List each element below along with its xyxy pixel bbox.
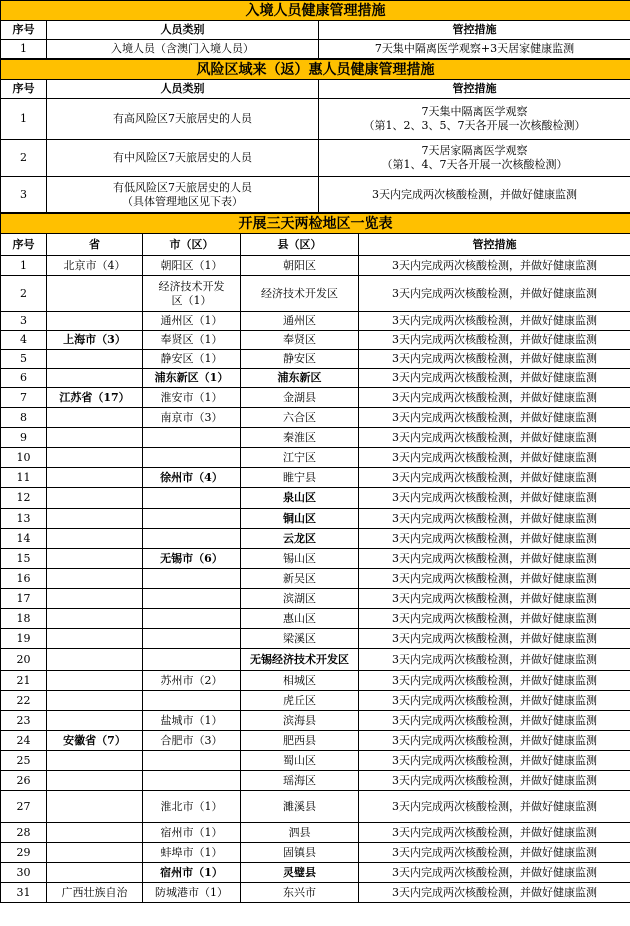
row-province: [47, 529, 143, 549]
row-city: 淮北市（1）: [143, 791, 241, 823]
row-city: [143, 509, 241, 529]
header-category: 人员类别: [47, 80, 319, 99]
row-measure: 7天集中隔离医学观察+3天居家健康监测: [319, 40, 630, 59]
table-row: [1, 509, 630, 529]
table-row: [1, 388, 630, 408]
row-province: [47, 671, 143, 691]
row-city: 盐城市（1）: [143, 711, 241, 731]
row-county: 濉溪县: [241, 791, 359, 823]
table-row: [1, 823, 630, 843]
row-no: 5: [1, 350, 47, 369]
row-no: 18: [1, 609, 47, 629]
row-measure: 3天内完成两次核酸检测，并做好健康监测: [359, 883, 630, 903]
row-county: 新吴区: [241, 569, 359, 589]
row-category: 有中风险区7天旅居史的人员: [47, 140, 319, 177]
entry-personnel-table: [0, 0, 630, 59]
section2-title: 风险区域来（返）惠人员健康管理措施: [1, 60, 630, 80]
row-county: 梁溪区: [241, 629, 359, 649]
row-county: 瑶海区: [241, 771, 359, 791]
row-measure: 3天内完成两次核酸检测，并做好健康监测: [359, 609, 630, 629]
row-county: 江宁区: [241, 448, 359, 468]
row-province: [47, 428, 143, 448]
row-no: 10: [1, 448, 47, 468]
row-no: 12: [1, 488, 47, 509]
row-county: 肥西县: [241, 731, 359, 751]
row-province: [47, 863, 143, 883]
row-county: 金湖县: [241, 388, 359, 408]
header-city: 市（区）: [143, 234, 241, 256]
measure-line-2: （第1、4、7天各开展一次核酸检测）: [381, 158, 568, 171]
row-city: [143, 629, 241, 649]
row-measure: [319, 140, 630, 177]
row-county: 惠山区: [241, 609, 359, 629]
row-no: 1: [1, 99, 47, 140]
row-county: 通州区: [241, 312, 359, 331]
row-city: [143, 691, 241, 711]
table-row: [1, 569, 630, 589]
row-measure: 3天内完成两次核酸检测，并做好健康监测: [359, 549, 630, 569]
row-measure: 3天内完成两次核酸检测，并做好健康监测: [359, 388, 630, 408]
row-city: 淮安市（1）: [143, 388, 241, 408]
row-county: 泗县: [241, 823, 359, 843]
row-county: 六合区: [241, 408, 359, 428]
table-row: [1, 731, 630, 751]
row-province: [47, 350, 143, 369]
row-city: [143, 276, 241, 312]
row-measure: 3天内完成两次核酸检测，并做好健康监测: [359, 771, 630, 791]
row-province: 安徽省（7）: [47, 731, 143, 751]
row-measure: 3天内完成两次核酸检测，并做好健康监测: [359, 256, 630, 276]
row-city: [143, 488, 241, 509]
row-no: 16: [1, 569, 47, 589]
row-county: 灵璧县: [241, 863, 359, 883]
row-province: [47, 843, 143, 863]
row-county: 蜀山区: [241, 751, 359, 771]
row-no: 3: [1, 312, 47, 331]
row-measure: 3天内完成两次核酸检测，并做好健康监测: [359, 509, 630, 529]
row-province: [47, 408, 143, 428]
table-row: [1, 312, 630, 331]
row-no: 8: [1, 408, 47, 428]
row-city: 南京市（3）: [143, 408, 241, 428]
row-province: 江苏省（17）: [47, 388, 143, 408]
row-province: [47, 569, 143, 589]
table-row: [1, 331, 630, 350]
measure-line-1: 7天集中隔离医学观察: [421, 105, 528, 118]
row-no: 14: [1, 529, 47, 549]
row-city: 合肥市（3）: [143, 731, 241, 751]
row-no: 27: [1, 791, 47, 823]
row-county: 秦淮区: [241, 428, 359, 448]
row-city: 无锡市（6）: [143, 549, 241, 569]
row-measure: 3天内完成两次核酸检测，并做好健康监测: [359, 569, 630, 589]
table-row: [1, 408, 630, 428]
table-row: [1, 468, 630, 488]
table-row: [1, 99, 630, 140]
row-city: 通州区（1）: [143, 312, 241, 331]
table-row: [1, 350, 630, 369]
row-city: 静安区（1）: [143, 350, 241, 369]
row-province: [47, 649, 143, 671]
row-measure: 3天内完成两次核酸检测，并做好健康监测: [359, 823, 630, 843]
row-province: [47, 448, 143, 468]
row-city: 防城港市（1）: [143, 883, 241, 903]
row-measure: 3天内完成两次核酸检测，并做好健康监测: [359, 350, 630, 369]
table-row: [1, 863, 630, 883]
table-row: [1, 428, 630, 448]
row-province: [47, 312, 143, 331]
row-county: 固镇县: [241, 843, 359, 863]
three-day-two-test-table: [0, 213, 630, 903]
row-county: 滨湖区: [241, 589, 359, 609]
row-no: 28: [1, 823, 47, 843]
row-no: 22: [1, 691, 47, 711]
row-no: 26: [1, 771, 47, 791]
category-line-1: 有低风险区7天旅居史的人员: [113, 180, 252, 194]
row-county: 东兴市: [241, 883, 359, 903]
row-province: [47, 509, 143, 529]
table-row: [1, 488, 630, 509]
row-city: 宿州市（1）: [143, 863, 241, 883]
table-row: [1, 649, 630, 671]
row-province: [47, 629, 143, 649]
table-row: [1, 771, 630, 791]
row-measure: 3天内完成两次核酸检测，并做好健康监测: [359, 629, 630, 649]
table-row: [1, 177, 630, 213]
row-city: [143, 448, 241, 468]
row-city: [143, 649, 241, 671]
table-row: [1, 883, 630, 903]
header-category: 人员类别: [47, 21, 319, 40]
category-line-2: （具体管理地区见下表）: [122, 194, 243, 208]
row-no: 31: [1, 883, 47, 903]
row-no: 1: [1, 256, 47, 276]
row-no: 7: [1, 388, 47, 408]
row-measure: 3天内完成两次核酸检测，并做好健康监测: [359, 671, 630, 691]
row-city: 奉贤区（1）: [143, 331, 241, 350]
measure-line-1: 7天居家隔离医学观察: [421, 144, 528, 157]
header-county: 县（区）: [241, 234, 359, 256]
row-county: 睢宁县: [241, 468, 359, 488]
row-measure: 3天内完成两次核酸检测，并做好健康监测: [359, 529, 630, 549]
row-no: 1: [1, 40, 47, 59]
table-row: [1, 40, 630, 59]
section1-title: 入境人员健康管理措施: [1, 1, 630, 21]
table-row: [1, 751, 630, 771]
row-no: 9: [1, 428, 47, 448]
row-no: 29: [1, 843, 47, 863]
row-province: [47, 609, 143, 629]
row-city: [143, 428, 241, 448]
table-row: [1, 671, 630, 691]
row-city: [143, 751, 241, 771]
row-province: [47, 488, 143, 509]
row-measure: 3天内完成两次核酸检测，并做好健康监测: [359, 649, 630, 671]
row-measure: 3天内完成两次核酸检测，并做好健康监测: [319, 177, 630, 213]
row-measure: 3天内完成两次核酸检测，并做好健康监测: [359, 369, 630, 388]
row-city: 朝阳区（1）: [143, 256, 241, 276]
row-no: 6: [1, 369, 47, 388]
row-city: 浦东新区（1）: [143, 369, 241, 388]
row-province: [47, 711, 143, 731]
row-city: [143, 609, 241, 629]
row-city: 蚌埠市（1）: [143, 843, 241, 863]
table-row: [1, 629, 630, 649]
table-row: [1, 549, 630, 569]
row-city: [143, 569, 241, 589]
row-measure: 3天内完成两次核酸检测，并做好健康监测: [359, 731, 630, 751]
row-province: [47, 771, 143, 791]
row-county: 经济技术开发区: [241, 276, 359, 312]
row-category: 入境人员（含澳门入境人员）: [47, 40, 319, 59]
row-no: 13: [1, 509, 47, 529]
row-measure: 3天内完成两次核酸检测，并做好健康监测: [359, 691, 630, 711]
table-row: [1, 589, 630, 609]
row-province: [47, 369, 143, 388]
table-row: [1, 609, 630, 629]
header-measure: 管控措施: [319, 80, 630, 99]
row-measure: 3天内完成两次核酸检测，并做好健康监测: [359, 488, 630, 509]
row-measure: [319, 99, 630, 140]
row-city: 宿州市（1）: [143, 823, 241, 843]
table-row: [1, 448, 630, 468]
row-measure: 3天内完成两次核酸检测，并做好健康监测: [359, 331, 630, 350]
header-measure: 管控措施: [359, 234, 630, 256]
row-category: [47, 177, 319, 213]
row-city: [143, 529, 241, 549]
row-measure: 3天内完成两次核酸检测，并做好健康监测: [359, 589, 630, 609]
header-measure: 管控措施: [319, 21, 630, 40]
table-row: [1, 276, 630, 312]
row-no: 20: [1, 649, 47, 671]
row-county: 云龙区: [241, 529, 359, 549]
row-province: [47, 276, 143, 312]
row-city: [143, 771, 241, 791]
row-measure: 3天内完成两次核酸检测，并做好健康监测: [359, 843, 630, 863]
table-row: [1, 140, 630, 177]
row-city: 徐州市（4）: [143, 468, 241, 488]
row-no: 2: [1, 276, 47, 312]
row-measure: 3天内完成两次核酸检测，并做好健康监测: [359, 312, 630, 331]
row-province: [47, 823, 143, 843]
row-no: 17: [1, 589, 47, 609]
header-province: 省: [47, 234, 143, 256]
row-county: 锡山区: [241, 549, 359, 569]
table-row: [1, 691, 630, 711]
table-row: [1, 791, 630, 823]
row-province: [47, 589, 143, 609]
risk-area-personnel-table: [0, 59, 630, 213]
row-no: 23: [1, 711, 47, 731]
row-city: [143, 589, 241, 609]
row-province: [47, 468, 143, 488]
table-row: [1, 256, 630, 276]
row-county: 奉贤区: [241, 331, 359, 350]
row-province: [47, 691, 143, 711]
row-no: 4: [1, 331, 47, 350]
row-no: 15: [1, 549, 47, 569]
row-county: 滨海县: [241, 711, 359, 731]
row-measure: 3天内完成两次核酸检测，并做好健康监测: [359, 448, 630, 468]
row-county: 朝阳区: [241, 256, 359, 276]
row-county: 相城区: [241, 671, 359, 691]
row-no: 21: [1, 671, 47, 691]
row-measure: 3天内完成两次核酸检测，并做好健康监测: [359, 791, 630, 823]
row-measure: 3天内完成两次核酸检测，并做好健康监测: [359, 863, 630, 883]
row-category: 有高风险区7天旅居史的人员: [47, 99, 319, 140]
row-county: 虎丘区: [241, 691, 359, 711]
section3-title: 开展三天两检地区一览表: [1, 214, 630, 234]
row-province: [47, 791, 143, 823]
measure-line-2: （第1、2、3、5、7天各开展一次核酸检测）: [363, 119, 586, 132]
row-no: 3: [1, 177, 47, 213]
row-measure: 3天内完成两次核酸检测，并做好健康监测: [359, 711, 630, 731]
row-no: 30: [1, 863, 47, 883]
table-row: [1, 711, 630, 731]
row-no: 24: [1, 731, 47, 751]
table-row: [1, 529, 630, 549]
row-no: 19: [1, 629, 47, 649]
row-measure: 3天内完成两次核酸检测，并做好健康监测: [359, 408, 630, 428]
row-measure: 3天内完成两次核酸检测，并做好健康监测: [359, 276, 630, 312]
row-province: [47, 751, 143, 771]
city-line-1: 经济技术开发: [158, 279, 225, 293]
row-city: 苏州市（2）: [143, 671, 241, 691]
row-province: 北京市（4）: [47, 256, 143, 276]
row-no: 11: [1, 468, 47, 488]
row-measure: 3天内完成两次核酸检测，并做好健康监测: [359, 468, 630, 488]
table-row: [1, 369, 630, 388]
row-measure: 3天内完成两次核酸检测，并做好健康监测: [359, 751, 630, 771]
row-no: 2: [1, 140, 47, 177]
header-no: 序号: [1, 234, 47, 256]
row-province: 广西壮族自治: [47, 883, 143, 903]
row-county: 铜山区: [241, 509, 359, 529]
table-row: [1, 843, 630, 863]
row-county: 泉山区: [241, 488, 359, 509]
row-province: 上海市（3）: [47, 331, 143, 350]
row-measure: 3天内完成两次核酸检测，并做好健康监测: [359, 428, 630, 448]
header-no: 序号: [1, 80, 47, 99]
row-county: 无锡经济技术开发区: [241, 649, 359, 671]
row-no: 25: [1, 751, 47, 771]
city-line-2: 区（1）: [171, 293, 212, 307]
header-no: 序号: [1, 21, 47, 40]
row-county: 静安区: [241, 350, 359, 369]
row-county: 浦东新区: [241, 369, 359, 388]
row-province: [47, 549, 143, 569]
